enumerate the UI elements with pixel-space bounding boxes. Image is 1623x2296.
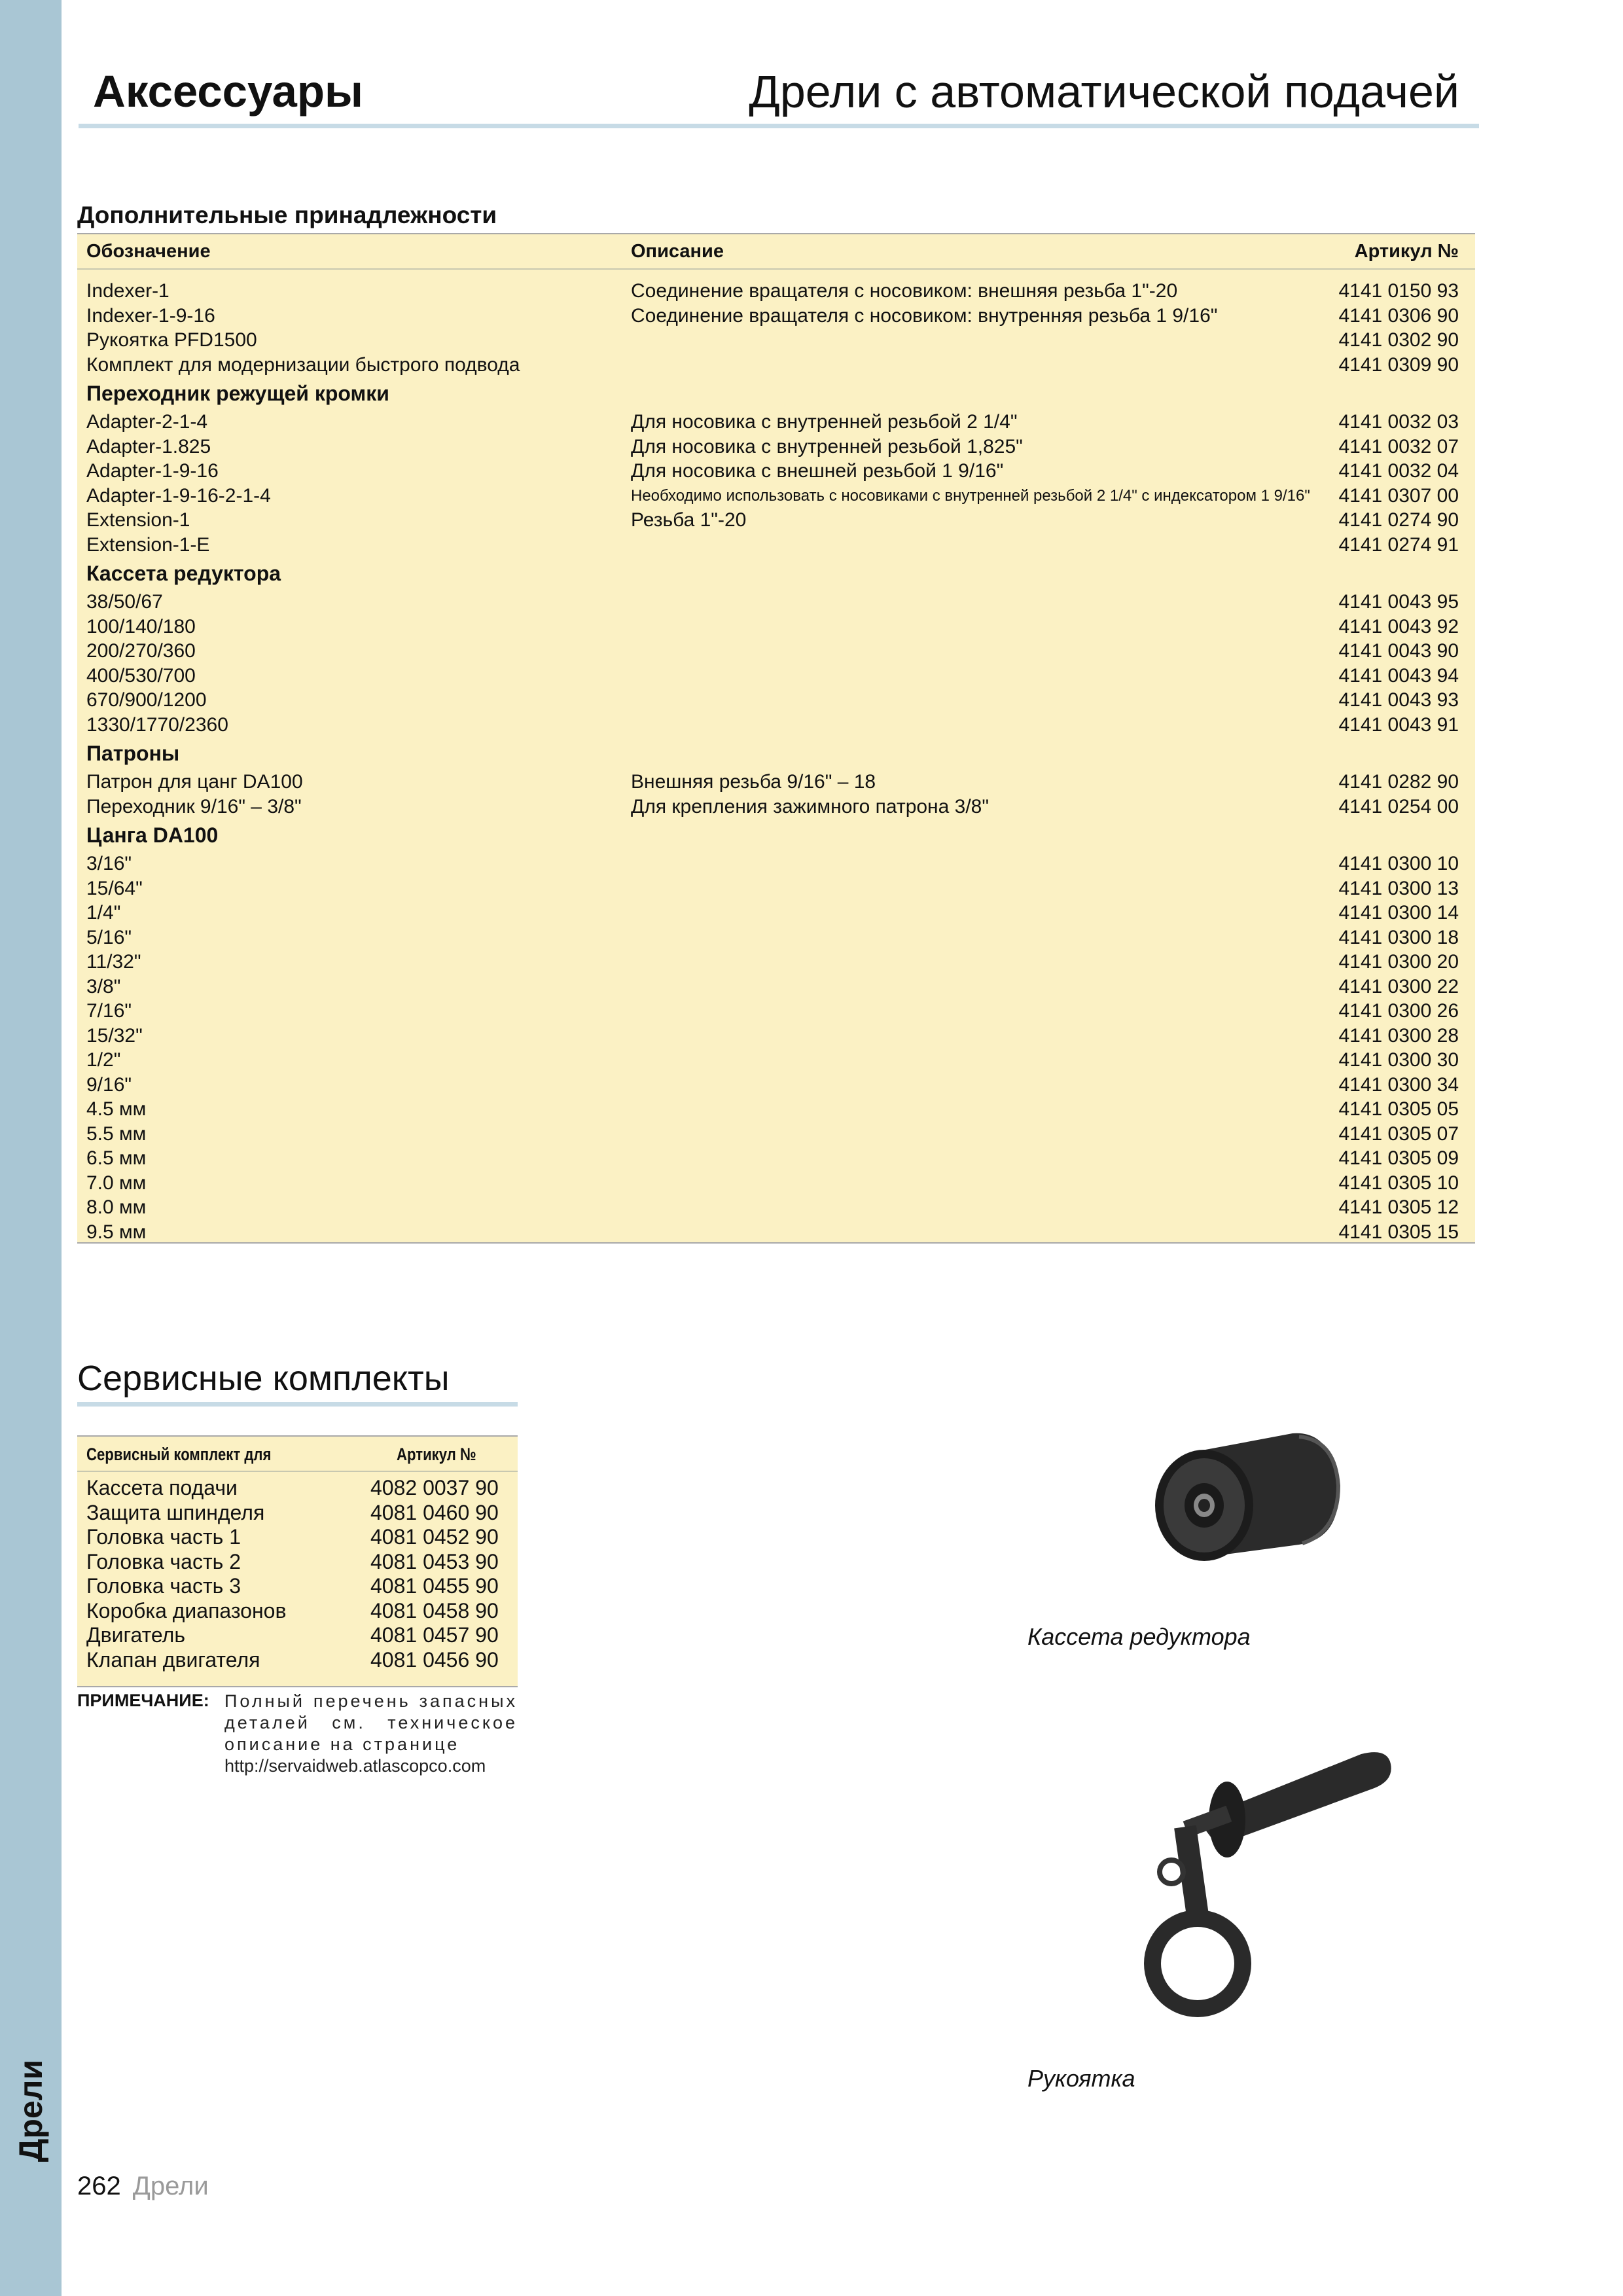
cell-designation: 4.5 мм — [86, 1098, 147, 1120]
table-row — [77, 484, 1475, 509]
cell-article: 4141 0300 22 — [1338, 975, 1459, 997]
gear-cassette-image — [1142, 1407, 1371, 1577]
cell-designation: Adapter-2-1-4 — [86, 411, 208, 433]
cell-article: 4141 0306 90 — [1338, 304, 1459, 327]
table-row — [77, 410, 1475, 435]
table-row — [77, 1146, 1475, 1171]
table-row — [77, 876, 1475, 901]
cell-service-kit: Головка часть 3 — [86, 1574, 241, 1598]
cell-designation: 5/16" — [86, 926, 132, 948]
cell-article: 4141 0300 28 — [1338, 1024, 1459, 1047]
cell-service-article: 4081 0460 90 — [370, 1500, 499, 1524]
cell-article: 4141 0300 10 — [1338, 853, 1459, 874]
cell-article: 4141 0309 90 — [1338, 353, 1459, 376]
cell-article: 4141 0032 04 — [1338, 460, 1459, 482]
page-header — [79, 65, 1479, 128]
cell-article: 4141 0043 90 — [1338, 640, 1459, 662]
cell-article: 4141 0043 91 — [1338, 713, 1459, 736]
service-row — [77, 1574, 518, 1599]
service-title: Сервисные комплекты — [77, 1359, 450, 1398]
table-row — [77, 770, 1475, 795]
service-rule — [77, 1402, 518, 1407]
cell-article: 4141 0300 34 — [1338, 1073, 1459, 1096]
cell-designation: 1/2" — [86, 1049, 121, 1071]
cell-article: 4141 0254 00 — [1338, 795, 1459, 817]
handle-image — [1086, 1715, 1400, 2042]
cell-article: 4141 0300 14 — [1338, 902, 1459, 924]
cell-designation: 15/32" — [86, 1024, 143, 1047]
table-row — [77, 435, 1475, 459]
cell-designation: 3/8" — [86, 975, 121, 997]
cell-article: 4141 0274 91 — [1338, 533, 1459, 556]
cell-article: 4141 0282 90 — [1338, 771, 1459, 793]
note-text — [224, 1691, 518, 1777]
table-row — [77, 975, 1475, 999]
table-row — [77, 279, 1475, 304]
cell-service-article: 4082 0037 90 — [370, 1476, 499, 1499]
service-table-body — [77, 1476, 518, 1672]
cell-designation: 9/16" — [86, 1073, 132, 1096]
cell-article: 4141 0043 93 — [1338, 689, 1459, 711]
table-row — [77, 639, 1475, 664]
service-row — [77, 1476, 518, 1501]
table-row — [77, 688, 1475, 713]
service-row — [77, 1525, 518, 1550]
cell-designation: 38/50/67 — [86, 591, 163, 613]
cell-article: 4141 0300 30 — [1338, 1049, 1459, 1071]
column-header-article: Артикул № — [1354, 241, 1459, 262]
cell-article: 4141 0300 18 — [1338, 926, 1459, 948]
group-heading-label: Патроны — [86, 742, 180, 765]
cell-article: 4141 0305 07 — [1338, 1122, 1459, 1145]
cell-service-kit: Кассета подачи — [86, 1476, 238, 1499]
group-heading — [77, 819, 1475, 852]
cell-article: 4141 0300 20 — [1338, 951, 1459, 973]
cell-designation: 1/4" — [86, 902, 121, 924]
group-heading-label: Переходник режущей кромки — [86, 382, 389, 405]
cell-article: 4141 0043 95 — [1338, 591, 1459, 613]
cell-description: Для носовика с внутренней резьбой 2 1/4" — [631, 411, 1018, 433]
service-row — [77, 1648, 518, 1673]
cell-service-kit: Головка часть 1 — [86, 1525, 241, 1549]
cell-designation: Extension-1 — [86, 509, 190, 531]
header-title-left: Аксессуары — [93, 66, 363, 117]
table-row — [77, 353, 1475, 378]
cell-article: 4141 0300 26 — [1338, 1000, 1459, 1022]
table-row — [77, 459, 1475, 484]
table-row — [77, 852, 1475, 876]
table-row — [77, 1171, 1475, 1196]
cell-description: Для носовика с внешней резьбой 1 9/16" — [631, 460, 1004, 482]
table-row — [77, 664, 1475, 689]
header-rule — [79, 124, 1479, 128]
cell-article: 4141 0307 00 — [1338, 484, 1459, 507]
table-row — [77, 1220, 1475, 1245]
group-heading — [77, 557, 1475, 590]
table-row — [77, 533, 1475, 558]
cell-service-article: 4081 0457 90 — [370, 1623, 499, 1647]
cell-designation: 7/16" — [86, 1000, 132, 1022]
table-row — [77, 590, 1475, 615]
cell-article: 4141 0032 03 — [1338, 411, 1459, 433]
cell-designation: 100/140/180 — [86, 615, 196, 637]
service-row — [77, 1623, 518, 1648]
cell-designation: 200/270/360 — [86, 640, 196, 662]
cell-designation: 3/16" — [86, 853, 132, 874]
group-heading — [77, 737, 1475, 770]
header-title-right: Дрели с автоматической подачей — [749, 66, 1459, 117]
table-row — [77, 795, 1475, 819]
cell-designation: Indexer-1 — [86, 280, 169, 302]
cell-designation: Adapter-1-9-16 — [86, 460, 219, 482]
note-label: ПРИМЕЧАНИЕ: — [77, 1691, 209, 1710]
sidebar — [0, 0, 62, 2296]
table-row — [77, 1048, 1475, 1073]
cell-service-kit: Коробка диапазонов — [86, 1598, 287, 1623]
cell-designation: Комплект для модернизации быстрого подвода — [86, 353, 520, 376]
footer-section: Дрели — [132, 2172, 209, 2200]
cell-service-kit: Двигатель — [86, 1623, 185, 1647]
cell-description: Для крепления зажимного патрона 3/8" — [631, 795, 990, 817]
cell-article: 4141 0302 90 — [1338, 329, 1459, 351]
cell-article: 4141 0043 92 — [1338, 615, 1459, 637]
note-link[interactable]: http://servaidweb.atlascopco.com — [224, 1756, 486, 1776]
cell-description: Для носовика с внутренней резьбой 1,825" — [631, 435, 1023, 457]
cell-designation: Adapter-1-9-16-2-1-4 — [86, 484, 271, 507]
group-heading-label: Цанга DA100 — [86, 823, 219, 847]
page-number: 262 — [77, 2172, 121, 2200]
note-body: Полный перечень запасных деталей см. техническое описание на странице — [224, 1691, 518, 1754]
column-header-description: Описание — [631, 241, 724, 262]
table-row — [77, 925, 1475, 950]
table-row — [77, 1122, 1475, 1147]
cell-designation: Extension-1-E — [86, 533, 210, 556]
table-row — [77, 508, 1475, 533]
accessories-table-header — [77, 234, 1475, 270]
table-row — [77, 1073, 1475, 1098]
cell-service-kit: Головка часть 2 — [86, 1549, 241, 1573]
cell-service-article: 4081 0453 90 — [370, 1549, 499, 1573]
table-row — [77, 1195, 1475, 1220]
group-heading-label: Кассета редуктора — [86, 562, 281, 585]
table-row — [77, 304, 1475, 329]
cell-article: 4141 0300 13 — [1338, 877, 1459, 899]
cell-service-kit: Клапан двигателя — [86, 1647, 260, 1672]
cell-article: 4141 0043 94 — [1338, 664, 1459, 687]
table-row — [77, 328, 1475, 353]
table-row — [77, 999, 1475, 1024]
cell-designation: Indexer-1-9-16 — [86, 304, 215, 327]
cell-description: Соединение вращателя с носовиком: внутренняя резьба 1 9/16" — [631, 304, 1218, 327]
sidebar-label: Дрели — [12, 2059, 49, 2162]
cell-designation: Переходник 9/16" – 3/8" — [86, 795, 302, 817]
cell-description: Внешняя резьба 9/16" – 18 — [631, 771, 876, 793]
cell-article: 4141 0150 93 — [1338, 280, 1459, 302]
accessories-table — [77, 233, 1475, 1244]
service-row — [77, 1599, 518, 1624]
table-row — [77, 1024, 1475, 1049]
group-heading — [77, 377, 1475, 410]
cell-designation: 670/900/1200 — [86, 689, 207, 711]
column-header-service-kit: Сервисный комплект для — [86, 1444, 272, 1464]
service-table — [77, 1435, 518, 1687]
cell-designation: 9.5 мм — [86, 1221, 147, 1243]
cell-designation: 8.0 мм — [86, 1196, 147, 1218]
table-row — [77, 713, 1475, 738]
table-row — [77, 1097, 1475, 1122]
cassette-caption: Кассета редуктора — [1027, 1623, 1251, 1650]
page-footer — [77, 2172, 209, 2201]
service-table-header — [77, 1437, 518, 1472]
cell-service-article: 4081 0456 90 — [370, 1647, 499, 1672]
accessories-table-body — [77, 279, 1475, 1244]
column-header-service-article: Артикул № — [397, 1444, 476, 1464]
cell-article: 4141 0305 12 — [1338, 1196, 1459, 1218]
cell-service-kit: Защита шпинделя — [86, 1500, 265, 1524]
cell-article: 4141 0305 15 — [1338, 1221, 1459, 1243]
service-row — [77, 1550, 518, 1575]
cell-designation: 11/32" — [86, 951, 141, 973]
cell-service-article: 4081 0455 90 — [370, 1574, 499, 1598]
cell-description: Необходимо использовать с носовиками с внутренней резьбой 2 1/4" с индексатором 1 9/16" — [631, 486, 1310, 505]
cell-designation: Патрон для цанг DA100 — [86, 771, 303, 793]
cell-designation: 1330/1770/2360 — [86, 713, 228, 736]
table-row — [77, 901, 1475, 925]
accessories-title: Дополнительные принадлежности — [77, 202, 497, 228]
cell-service-article: 4081 0452 90 — [370, 1525, 499, 1549]
table-row — [77, 950, 1475, 975]
cell-article: 4141 0274 90 — [1338, 509, 1459, 531]
column-header-designation: Обозначение — [86, 241, 211, 262]
cell-designation: 6.5 мм — [86, 1147, 147, 1169]
cell-description: Резьба 1"-20 — [631, 509, 747, 531]
cell-designation: 15/64" — [86, 877, 143, 899]
service-row — [77, 1501, 518, 1526]
cell-description: Соединение вращателя с носовиком: внешняя резьба 1"-20 — [631, 280, 1178, 302]
cell-service-article: 4081 0458 90 — [370, 1598, 499, 1623]
table-row — [77, 615, 1475, 639]
cell-article: 4141 0305 10 — [1338, 1172, 1459, 1194]
cell-article: 4141 0305 09 — [1338, 1147, 1459, 1169]
cell-designation: 5.5 мм — [86, 1122, 147, 1145]
cell-article: 4141 0032 07 — [1338, 435, 1459, 457]
cell-designation: 400/530/700 — [86, 664, 196, 687]
cell-designation: Рукоятка PFD1500 — [86, 329, 257, 351]
cell-designation: 7.0 мм — [86, 1172, 147, 1194]
handle-caption: Рукоятка — [1027, 2065, 1135, 2092]
cell-designation: Adapter-1.825 — [86, 435, 211, 457]
cell-article: 4141 0305 05 — [1338, 1098, 1459, 1120]
